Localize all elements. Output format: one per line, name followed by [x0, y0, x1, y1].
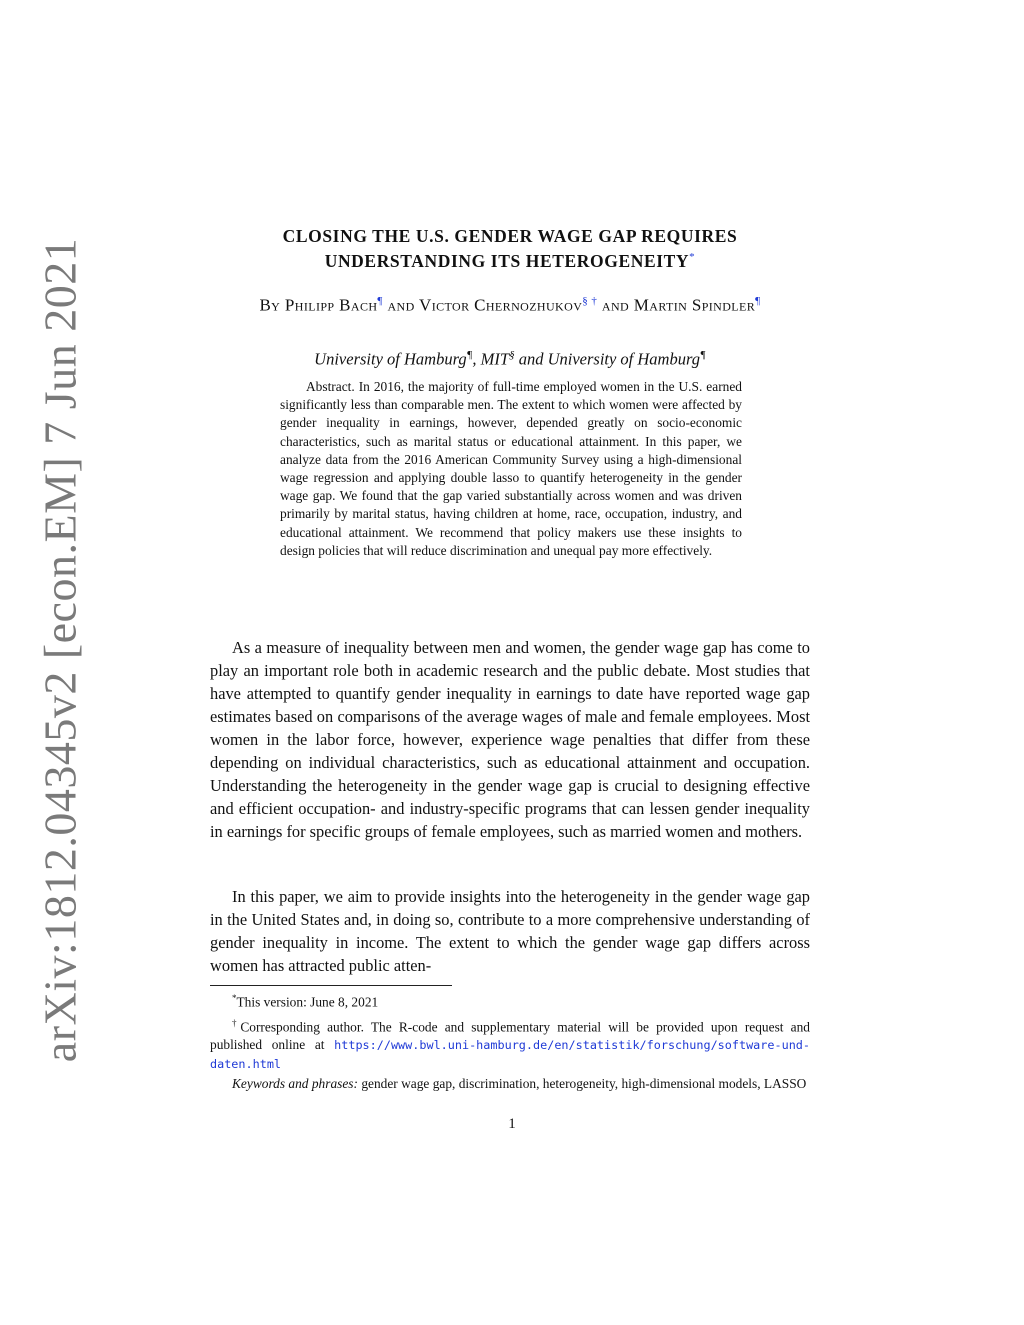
footnote-version [210, 989, 810, 1012]
supplementary-material-link[interactable]: https://www.bwl.uni-hamburg.de/en/statistik/forschung/software-und-daten.html [210, 1038, 810, 1071]
author-spindler: Martin Spindler [633, 295, 756, 315]
footnote-corresponding-mark: † [232, 1017, 241, 1028]
footnotes [210, 989, 810, 1095]
author-spindler-mark[interactable]: ¶ [755, 295, 761, 307]
affiliation-mark-2: § [509, 349, 515, 361]
footnote-corresponding-text: Corresponding author. The R-code and supplementary material will be provided upon request and published online at [210, 1019, 811, 1053]
body-paragraph-2: In this paper, we aim to provide insights into the heterogeneity in the gender wage gap in the United States and, in doing so, contribute to a more comprehensive understanding of gender inequality in income. The extent to which the gender wage gap differs across women has attracted public atten- [210, 887, 810, 975]
footnote-rule [210, 985, 452, 986]
arxiv-identifier: arXiv:1812.04345v2 [econ.EM] 7 Jun 2021 [34, 237, 86, 1063]
paper-title [210, 226, 810, 272]
author-chernozhukov-mark[interactable]: § † [582, 295, 598, 307]
keywords-text: gender wage gap, discrimination, heterogeneity, high-dimensional models, LASSO [357, 1075, 807, 1091]
footnote-version-mark: * [232, 993, 237, 1003]
author-bach: Philipp Bach [284, 295, 378, 315]
footnote-corresponding [210, 1014, 810, 1073]
footnote-keywords [210, 1075, 810, 1093]
author-bach-mark[interactable]: ¶ [377, 295, 383, 307]
affiliation-mark-1: ¶ [466, 349, 473, 361]
keywords-label: Keywords and phrases: [232, 1075, 358, 1091]
abstract: Abstract. In 2016, the majority of full-time employed women in the U.S. earned significantly less than comparable men. The extent to which women were affected by gender inequality in earnings, however, depended greatly on socio-economic characteristics, such as marital status or educational attainment. In this paper, we analyze data from the 2016 American Community Survey using a high-dimensional wage regression and applying double lasso to quantify heterogeneity in the gender wage gap. We found that the gap varied substantially across women and was driven primarily by marital status, having children at home, race, occupation, industry, and educational attainment. We recommend that policy makers use these insights to design policies that will reduce discrimination and unequal pay more effectively. [280, 379, 742, 558]
author-chernozhukov: Victor Chernozhukov [419, 295, 583, 315]
and-word-1: and [387, 295, 415, 315]
title-line-1: CLOSING THE U.S. GENDER WAGE GAP REQUIRES [282, 226, 738, 246]
footnote-version-text: This version: June 8, 2021 [236, 994, 379, 1010]
affiliation-hamburg-1: University of Hamburg [314, 349, 467, 369]
title-line-2 [210, 247, 810, 272]
and-word-2: and [601, 295, 630, 315]
title-footnote-mark[interactable]: * [689, 251, 696, 263]
title-line-2-text: UNDERSTANDING ITS HETEROGENEITY [324, 250, 690, 271]
author-list [210, 290, 810, 317]
affiliations [210, 345, 810, 370]
affiliation-mit: , MIT [472, 349, 510, 369]
by-word: By [259, 295, 281, 315]
body-paragraph-1: As a measure of inequality between men and women, the gender wage gap has come to play an important role both in academic research and the public debate. Most studies that have attempted to quantify gender inequality in earnings to date have reported wage gap estimates based on comparisons of the average wages of male and female employees. Most women in the labor force, however, experience wage penalties that differ from these depending on individual characteristics, such as educational attainment and occupation. Understanding the heterogeneity in the gender wage gap is crucial to designing effective and efficient occupation- and industry-specific programs that can lessen gender inequality in earnings for specific groups of female employees, such as married women and mothers. [210, 638, 810, 841]
affiliation-mark-3: ¶ [700, 349, 706, 361]
affiliation-hamburg-2: and University of Hamburg [514, 349, 701, 369]
page-number: 1 [508, 1116, 516, 1132]
